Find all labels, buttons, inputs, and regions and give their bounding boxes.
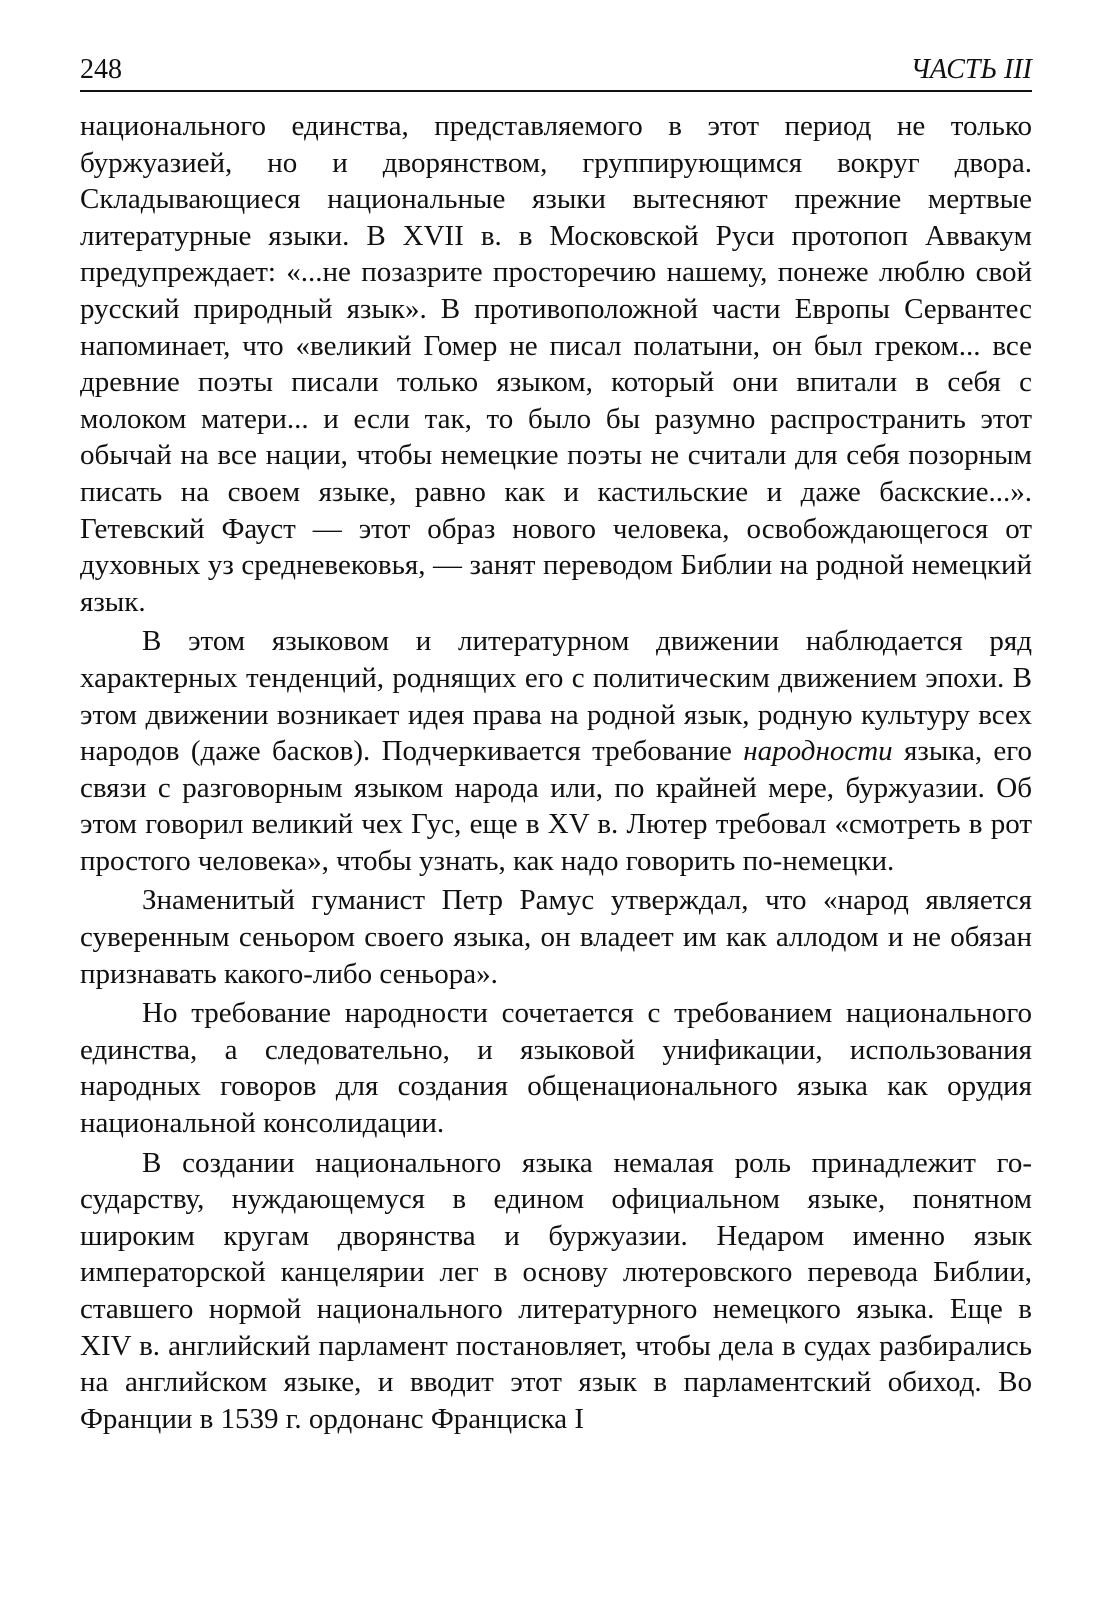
paragraph-4 [80, 995, 1032, 1141]
paragraph-5 [80, 1145, 1032, 1438]
paragraph-1 [80, 108, 1032, 620]
paragraph-2 [80, 623, 1032, 879]
paragraph-text: Знаменитый гуманист Петр Рамус утверждал, что «народ является суверенным сеньором своего языка, он владеет им как аллодом и не обязан признавать какого-либо сеньора». [80, 884, 1032, 990]
paragraph-text: языка, его связи с разговорным языком народа или, по крайней мере, буржуазии. Об этом говорил великий чех Гус, еще в XV в. Лютер требовал «смотреть в рот простого человека», чтобы узнать, как надо говорить по-немецки. [80, 735, 1032, 877]
body-text [80, 108, 1032, 1437]
book-page [80, 0, 1032, 1601]
running-head [80, 50, 1032, 92]
paragraph-3 [80, 882, 1032, 992]
paragraph-text: национального единства, представляемого в этот период не только буржуазией, но и дворянством, группирующимся вокруг двора. Складывающиеся национальные языки вытесняют прежние мертвые литературные языки. В XVII в. в Московской Руси протопоп Аввакум предупреждает: «...не позазрите просторечию нашему, понеже люблю свой русский природный язык». В противоположной части Европы Сервантес напоминает, что «великий Гомер не писал полатыни, он был греком... все древние поэты писали только языком, который они впитали в себя с молоком матери... и если так, то было бы разумно распространить этот обычай на все нации, чтобы немецкие поэты не считали для себя позорным писать на своем языке, равно как и кастильские и даже баскские...». Гетевский Фауст — этот образ нового человека, освобождающегося от духовных уз средневековья, — занят переводом Библии на родной немецкий язык. [80, 110, 1032, 618]
emphasized-word: народности [743, 735, 893, 768]
section-label: ЧАСТЬ III [910, 54, 1032, 85]
paragraph-text: В создании национального языка немалая роль принадлежит государству, нуждающемуся в едином официальном языке, понятном широким кругам дворянства и буржуазии. Недаром именно язык императорской канцелярии лег в основу лютеровского перевода Библии, ставшего нормой национального литературного немецкого языка. Еще в XIV в. английский парламент постановляет, чтобы дела в судах разбирались на английском языке, и вводит этот язык в парламентский обиход. Во Франции в 1539 г. ордонанс Франциска I [80, 1146, 1032, 1435]
paragraph-text: В этом языковом и литературном движении наблюдается ряд характерных тенденций, роднящих его с политическим движением эпохи. В этом движении возникает идея права на родной язык, родную культуру всех народов (даже басков). Подчеркивается требование [80, 625, 1032, 768]
page-number: 248 [80, 54, 122, 85]
paragraph-text: Но требование народности сочетается с требованием национального единства, а следовательно, и языковой унификации, использования народных говоров для создания общенационального языка как орудия национальной консолидации. [80, 997, 1032, 1140]
